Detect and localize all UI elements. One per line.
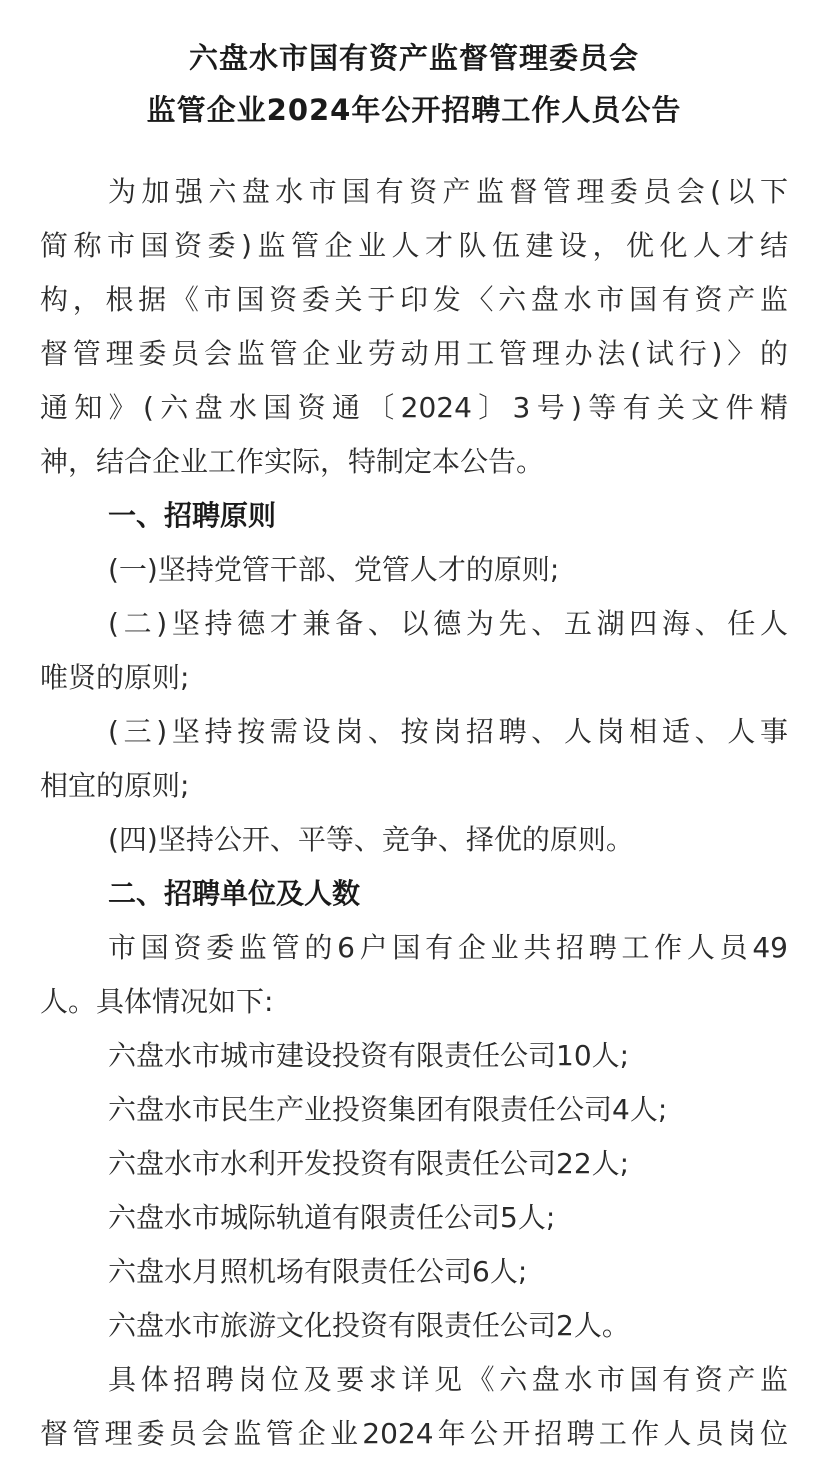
summary-line: 人。具体情况如下: [40,985,274,1018]
principle-item: (三)坚持按需设岗、按岗招聘、人岗相适、人事 [108,715,788,748]
company-item: 六盘水市城际轨道有限责任公司5人; [108,1201,556,1234]
company-item: 六盘水市民生产业投资集团有限责任公司4人; [108,1093,668,1126]
principle-item: (四)坚持公开、平等、竞争、择优的原则。 [108,823,634,856]
company-item: 六盘水市旅游文化投资有限责任公司2人。 [108,1309,630,1342]
intro-line: 督管理委员会监管企业劳动用工管理办法(试行)〉的 [40,337,788,370]
intro-line: 构，根据《市国资委关于印发〈六盘水市国有资产监 [40,283,788,316]
company-item: 六盘水市水利开发投资有限责任公司22人; [108,1147,630,1180]
title-line-2: 监管企业2024年公开招聘工作人员公告 [146,93,682,127]
intro-line: 通知》(六盘水国资通〔2024〕3号)等有关文件精 [40,391,788,424]
intro-line: 简称市国资委)监管企业人才队伍建设，优化人才结 [40,229,788,262]
principle-item-continued: 相宜的原则; [40,769,190,802]
detail-line: 具体招聘岗位及要求详见《六盘水市国有资产监 [108,1363,788,1396]
company-item: 六盘水月照机场有限责任公司6人; [108,1255,528,1288]
detail-line-partial: 督管理委员会监管企业2024年公开招聘工作人员岗位 [40,1417,788,1450]
principle-item: (一)坚持党管干部、党管人才的原则; [108,553,560,586]
company-item: 六盘水市城市建设投资有限责任公司10人; [108,1039,630,1072]
summary-line: 市国资委监管的6户国有企业共招聘工作人员49 [108,931,788,964]
principle-item-continued: 唯贤的原则; [40,661,190,694]
section-heading-principles: 一、招聘原则 [108,499,277,532]
intro-line: 为加强六盘水市国有资产监督管理委员会(以下 [108,175,788,208]
principle-item: (二)坚持德才兼备、以德为先、五湖四海、任人 [108,607,788,640]
intro-line: 神，结合企业工作实际，特制定本公告。 [40,445,545,478]
section-heading-units: 二、招聘单位及人数 [108,877,361,910]
title-line-1: 六盘水市国有资产监督管理委员会 [188,41,639,75]
